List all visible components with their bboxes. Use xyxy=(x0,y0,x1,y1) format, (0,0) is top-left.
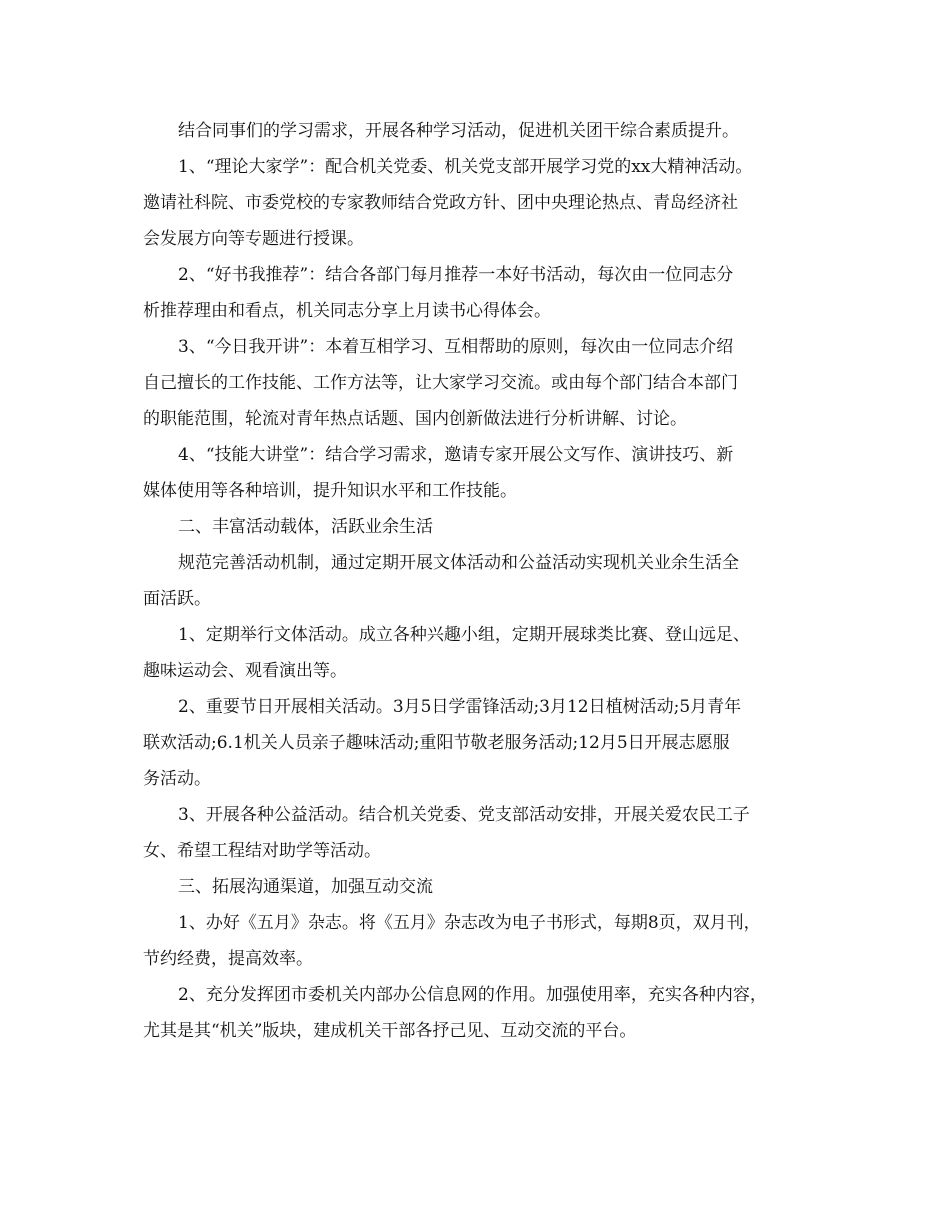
paragraph-line: 2、重要节日开展相关活动。3月5日学雷锋活动;3月12日植树活动;5月青年 xyxy=(178,697,742,717)
paragraph-line: 会发展方向等专题进行授课。 xyxy=(143,229,364,249)
paragraph-line: 节约经费，提高效率。 xyxy=(143,949,313,969)
paragraph-line: 1、“理论大家学”：配合机关党委、机关党支部开展学习党的xx大精神活动。 xyxy=(178,157,753,177)
paragraph-line: 女、希望工程结对助学等活动。 xyxy=(143,841,381,861)
paragraph-line: 务活动。 xyxy=(143,769,211,789)
paragraph-line: 2、充分发挥团市委机关内部办公信息网的作用。加强使用率，充实各种内容， xyxy=(178,985,767,1005)
paragraph-line: 邀请社科院、市委党校的专家教师结合党政方针、团中央理论热点、青岛经济社 xyxy=(143,193,738,213)
paragraph-line: 3、“今日我开讲”：本着互相学习、互相帮助的原则，每次由一位同志介绍 xyxy=(178,337,734,357)
section-heading: 三、拓展沟通渠道，加强互动交流 xyxy=(178,877,433,897)
paragraph-line: 2、“好书我推荐”：结合各部门每月推荐一本好书活动，每次由一位同志分 xyxy=(178,265,734,285)
paragraph-line: 析推荐理由和看点，机关同志分享上月读书心得体会。 xyxy=(143,301,551,321)
paragraph-line: 结合同事们的学习需求，开展各种学习活动，促进机关团干综合素质提升。 xyxy=(178,121,739,141)
paragraph-line: 联欢活动;6.1机关人员亲子趣味活动;重阳节敬老服务活动;12月5日开展志愿服 xyxy=(143,733,730,753)
paragraph-line: 面活跃。 xyxy=(143,589,211,609)
paragraph-line: 3、开展各种公益活动。结合机关党委、党支部活动安排，开展关爱农民工子 xyxy=(178,805,750,825)
paragraph-line: 趣味运动会、观看演出等。 xyxy=(143,661,347,681)
paragraph-line: 规范完善活动机制，通过定期开展文体活动和公益活动实现机关业余生活全 xyxy=(178,553,739,573)
paragraph-line: 媒体使用等各种培训，提升知识水平和工作技能。 xyxy=(143,481,517,501)
section-heading: 二、丰富活动载体，活跃业余生活 xyxy=(178,517,433,537)
paragraph-line: 1、定期举行文体活动。成立各种兴趣小组，定期开展球类比赛、登山远足、 xyxy=(178,625,750,645)
paragraph-line: 4、“技能大讲堂”：结合学习需求，邀请专家开展公文写作、演讲技巧、新 xyxy=(178,445,734,465)
paragraph-line: 的职能范围，轮流对青年热点话题、国内创新做法进行分析讲解、讨论。 xyxy=(143,409,687,429)
paragraph-line: 自己擅长的工作技能、工作方法等，让大家学习交流。或由每个部门结合本部门 xyxy=(143,373,738,393)
paragraph-line: 1、办好《五月》杂志。将《五月》杂志改为电子书形式，每期8页，双月刊， xyxy=(178,913,761,933)
paragraph-line: 尤其是其“机关”版块，建成机关干部各抒己见、互动交流的平台。 xyxy=(143,1021,637,1041)
